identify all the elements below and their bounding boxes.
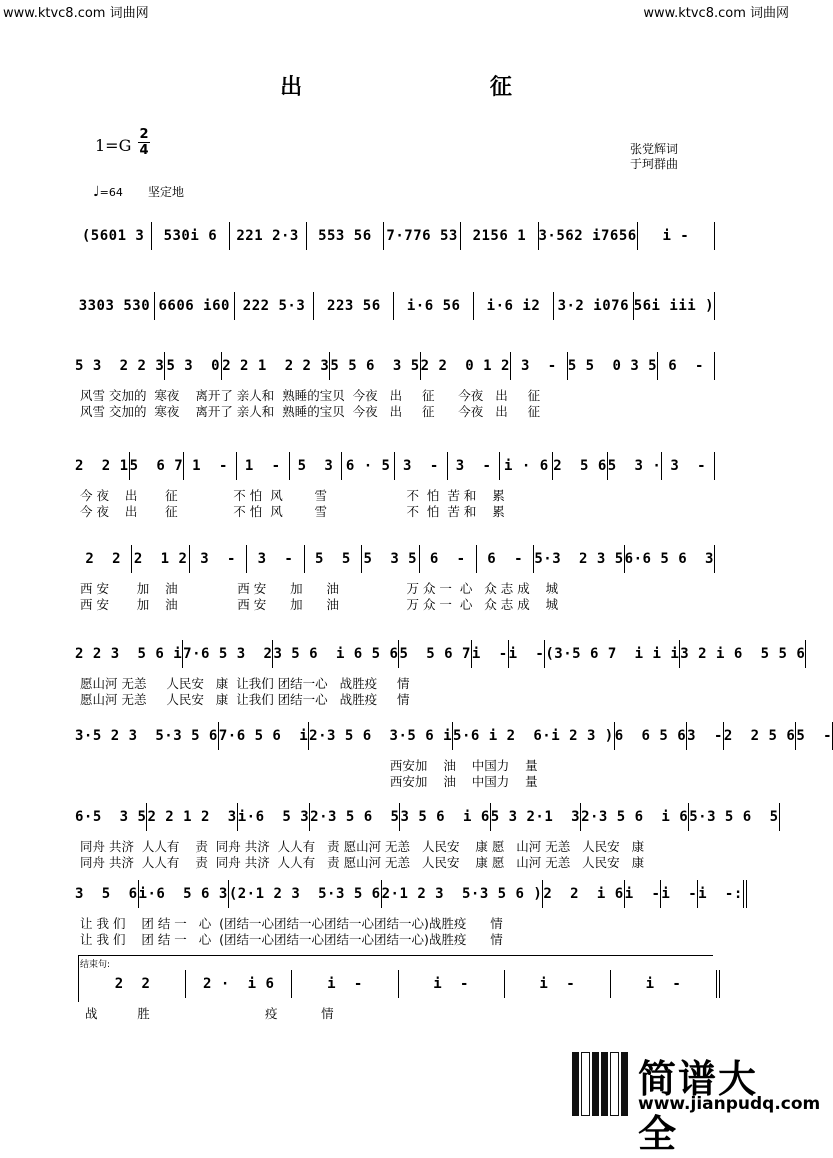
measure: 7·6 5 6 i: [219, 722, 309, 750]
measure: 3 5 6: [75, 880, 139, 908]
notation-line: [75, 722, 833, 752]
lyrics-line: 愿山河 无恙 人民安 康 让我们 团结一心 战胜疫 情: [80, 676, 410, 691]
lyrics-line: 风雪 交加的 寒夜 离开了 亲人和 熟睡的宝贝 今夜 出 征 今夜 出 征: [80, 388, 541, 403]
measure: i -: [638, 222, 715, 250]
notation-line: [75, 222, 715, 252]
composer-credit: 于珂群曲: [630, 157, 679, 171]
lyrics-line: 西 安 加 油 西 安 加 油 万 众 一 心 众 志 成 城: [80, 597, 559, 612]
measure: 6 6 5 6: [615, 722, 687, 750]
measure: 5 5 0 3 5: [568, 352, 658, 380]
notation-line: [75, 352, 715, 382]
measure: i -: [292, 970, 398, 998]
quarter-note-icon: ♩: [93, 184, 100, 200]
measure: 3·562 i7656: [539, 222, 638, 250]
notation-line: [75, 640, 806, 670]
measure: 2156 1: [461, 222, 538, 250]
lyrics-line: 今 夜 出 征 不 怕 风 雪 不 怕 苦 和 累: [80, 488, 505, 503]
measure: 5 3: [290, 452, 343, 480]
measure: 222 5·3: [235, 292, 315, 320]
measure: 3 -: [448, 452, 501, 480]
measure: i·6 5 6 3: [139, 880, 229, 908]
measure: 2 2: [80, 970, 186, 998]
lyrics-line: 西安加 油 中国力 量: [80, 774, 538, 789]
song-title: 出 征: [280, 75, 602, 100]
measure: 5 6 7: [130, 452, 185, 480]
measure: 3 -: [395, 452, 448, 480]
measure: 2 5 6: [553, 452, 608, 480]
measure: 223 56: [314, 292, 394, 320]
measure: 6 -: [477, 545, 534, 573]
measure: 2 2 1 2 2 3: [222, 352, 330, 380]
measure: 6606 i60: [155, 292, 235, 320]
lyricist-credit: 张党辉词: [630, 142, 679, 156]
measure: 3 -: [190, 545, 247, 573]
measure: 553 56: [307, 222, 384, 250]
measure: 3·5 2 3 5·3 5 6: [75, 722, 219, 750]
measure: 5 3 2 2 3: [75, 352, 165, 380]
measure: 3303 530: [75, 292, 155, 320]
site-logo[interactable]: [572, 1048, 821, 1156]
site-header-left: www.ktvc8.com 词曲网: [3, 6, 149, 21]
measure: 2·1 2 3 5·3 5 6 ): [382, 880, 544, 908]
measure: i -: [509, 640, 546, 668]
measure: i -: [399, 970, 505, 998]
measure: 2 2 1 2 3: [147, 803, 237, 831]
measure: 56i iii ): [634, 292, 715, 320]
measure: 3 -: [687, 722, 724, 750]
measure: 2 2 1: [75, 452, 130, 480]
measure: 5 3 2·1 3: [491, 803, 581, 831]
measure: 5·3 5 6 5: [689, 803, 779, 831]
measure: 530i 6: [152, 222, 229, 250]
measure: 3·2 i076: [554, 292, 634, 320]
measure: 5 -: [796, 722, 833, 750]
measure: i -: [661, 880, 698, 908]
measure: 3 5 6 i 6: [400, 803, 490, 831]
notation-line: [75, 880, 743, 910]
lyrics-line: 今 夜 出 征 不 怕 风 雪 不 怕 苦 和 累: [80, 504, 505, 519]
measure: 6·5 3 5: [75, 803, 147, 831]
measure: 1 -: [237, 452, 290, 480]
measure: 5 3 ·: [608, 452, 663, 480]
measure: 6 -: [420, 545, 477, 573]
lyrics-line: 同舟 共济 人人有 责 同舟 共济 人人有 责 愿山河 无恙 人民安 康 愿 山河 无恙 人民安 康: [80, 839, 645, 854]
lyrics-line: 让 我 们 团 结 一 心 (团结一心团结一心团结一心团结一心)战胜疫 情: [80, 916, 503, 931]
measure: 5·6 i 2 6·i 2 3 ): [453, 722, 615, 750]
time-sig-bottom: 4: [139, 143, 149, 158]
measure: 6 -: [658, 352, 715, 380]
measure: 2 2: [75, 545, 132, 573]
measure: 2 1 2: [132, 545, 189, 573]
lyrics-line: 愿山河 无恙 人民安 康 让我们 团结一心 战胜疫 情: [80, 692, 410, 707]
measure: 221 2·3: [230, 222, 307, 250]
key-signature: 1=G: [95, 136, 132, 155]
measure: 7·776 53: [384, 222, 461, 250]
measure: 2·3 5 6 5: [310, 803, 400, 831]
coda-bracket: [78, 955, 713, 1002]
measure: 6·6 5 6 3: [625, 545, 715, 573]
lyrics-line: 让 我 们 团 结 一 心 (团结一心团结一心团结一心团结一心)战胜疫 情: [80, 932, 503, 947]
logo-name: 简谱大全: [638, 1057, 759, 1156]
measure: (2·1 2 3 5·3 5 6: [229, 880, 382, 908]
measure: 2·3 5 6 i 6: [581, 803, 689, 831]
measure: i -:: [698, 880, 747, 908]
measure: i·6 5 3: [238, 803, 310, 831]
measure: i·6 i2: [474, 292, 554, 320]
measure: (3·5 6 7 i i i: [545, 640, 680, 668]
measure: 1 -: [184, 452, 237, 480]
tempo-mark: [93, 184, 123, 200]
piano-keys-icon: [572, 1052, 628, 1116]
measure: 6 · 5: [342, 452, 395, 480]
measure: 5 5 6 3 5: [330, 352, 420, 380]
lyrics-line: 战 胜 疫 情: [85, 1006, 334, 1021]
measure: i -: [625, 880, 662, 908]
coda-label: 结束句:: [80, 960, 111, 970]
notation-line: [75, 452, 715, 482]
measure: 2 2 i 6: [543, 880, 624, 908]
time-sig-top: 2: [139, 127, 149, 142]
lyrics-line: 同舟 共济 人人有 责 同舟 共济 人人有 责 愿山河 无恙 人民安 康 愿 山河 无恙 人民安 康: [80, 855, 645, 870]
measure: i · 6: [500, 452, 553, 480]
measure: 2 2 3 5 6 i: [75, 640, 183, 668]
measure: (5601 3: [75, 222, 152, 250]
measure: 2 2 5 6: [724, 722, 796, 750]
measure: 3 -: [662, 452, 715, 480]
expression-mark: 坚定地: [148, 185, 185, 199]
lyrics-line: 西安加 油 中国力 量: [80, 758, 538, 773]
notation-line: [75, 292, 715, 322]
measure: 3 5 6 i 6 5 6: [273, 640, 399, 668]
measure: 5 5 6 7: [399, 640, 471, 668]
logo-url: www.jianpudq.com: [638, 1094, 821, 1114]
measure: i -: [611, 970, 720, 998]
tempo-value: =64: [99, 186, 123, 199]
measure: i -: [505, 970, 611, 998]
measure: i -: [472, 640, 509, 668]
measure: 2 2 0 1 2: [421, 352, 511, 380]
measure: 5·3 2 3 5: [534, 545, 624, 573]
lyrics-line: 风雪 交加的 寒夜 离开了 亲人和 熟睡的宝贝 今夜 出 征 今夜 出 征: [80, 404, 541, 419]
measure: 5 3 0: [165, 352, 222, 380]
site-header-right: www.ktvc8.com 词曲网: [643, 6, 789, 21]
measure: 2·3 5 6 3·5 6 i: [309, 722, 453, 750]
measure: 7·6 5 3 2: [183, 640, 273, 668]
time-signature: [138, 128, 150, 157]
measure: 2 · i 6: [186, 970, 292, 998]
measure: i·6 56: [394, 292, 474, 320]
notation-line: [75, 545, 715, 575]
lyrics-line: 西 安 加 油 西 安 加 油 万 众 一 心 众 志 成 城: [80, 581, 559, 596]
measure: 3 -: [247, 545, 304, 573]
measure: 3 -: [511, 352, 568, 380]
notation-line: [75, 803, 779, 833]
measure: 5 3 5: [362, 545, 419, 573]
measure: 5 5: [305, 545, 362, 573]
measure: 3 2 i 6 5 5 6: [680, 640, 806, 668]
